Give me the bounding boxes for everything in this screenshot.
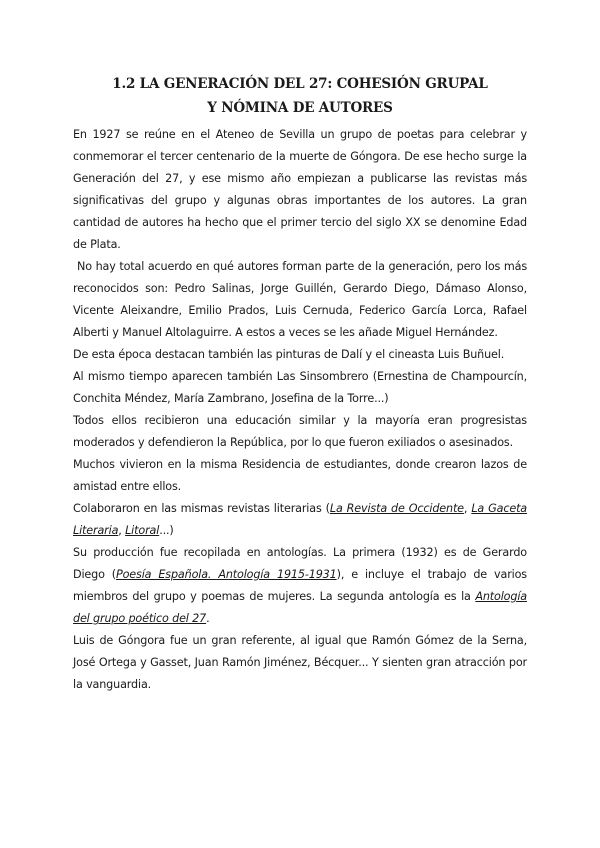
anthologies-text-middle: ), e incluye el trabajo de varios miembros del grupo y poemas de mujeres. La segunda antología es la — [73, 568, 527, 603]
paragraph-anthologies — [73, 542, 527, 630]
link-poesia-espanola[interactable]: Poesía Española. Antología 1915-1931 — [116, 568, 337, 581]
link-revista-occidente[interactable]: La Revista de Occidente — [329, 502, 464, 515]
title-line-2: Y NÓMINA DE AUTORES — [207, 100, 393, 116]
link-antologia-grupo-poetico[interactable]: Antología del grupo poético del 27 — [73, 590, 527, 625]
paragraph-residence: Muchos vivieron en la misma Residencia de estudiantes, donde crearon lazos de amistad entre ellos. — [73, 458, 527, 493]
paragraph-sinsombrero: Al mismo tiempo aparecen también Las Sinsombrero (Ernestina de Champourcín, Conchita Méndez, María Zambrano, Josefina de la Torre...) — [73, 370, 527, 405]
paragraph-education: Todos ellos recibieron una educación similar y la mayoría eran progresistas moderados y defendieron la República, por lo que fueron exiliados o asesinados. — [73, 414, 527, 449]
magazines-text-after: ...) — [159, 524, 174, 537]
anthologies-text-after: . — [206, 612, 210, 625]
link-litoral[interactable]: Litoral — [125, 524, 160, 537]
document-page — [73, 72, 527, 696]
title-line-1: 1.2 LA GENERACIÓN DEL 27: COHESIÓN GRUPAL — [112, 76, 488, 92]
page-title — [73, 72, 527, 120]
paragraph-authors: No hay total acuerdo en qué autores forman parte de la generación, pero los más reconocidos son: Pedro Salinas, Jorge Guillén, Gerardo Diego, Dámaso Alonso, Vicente Aleixandre, Emilio Prados, Luis Cernuda, Federico García Lorca, Rafael Alberti y Manuel Altolaguirre. A estos a veces se les añade Miguel Hernández. — [73, 260, 527, 339]
paragraph-magazines — [73, 498, 527, 542]
paragraph-artists: De esta época destacan también las pinturas de Dalí y el cineasta Luis Buñuel. — [73, 348, 505, 361]
magazines-separator: , — [118, 524, 126, 537]
paragraph-influences: Luis de Góngora fue un gran referente, al igual que Ramón Gómez de la Serna, José Ortega y Gasset, Juan Ramón Jiménez, Bécquer... Y sienten gran atracción por la vanguardia. — [73, 634, 527, 691]
magazines-text-before: Colaboraron en las mismas revistas literarias ( — [73, 502, 330, 515]
magazines-separator: , — [463, 502, 472, 515]
paragraph-intro: En 1927 se reúne en el Ateneo de Sevilla un grupo de poetas para celebrar y conmemorar el tercer centenario de la muerte de Góngora. De ese hecho surge la Generación del 27, y ese mismo año empiezan a publicarse las revistas más significativas del grupo y algunas obras importantes de los autores. La gran cantidad de autores ha hecho que el primer tercio del siglo XX se denomine Edad de Plata. — [73, 128, 527, 251]
anthologies-text-before: Su producción fue recopilada en antologías. La primera (1932) es de Gerardo Diego ( — [73, 546, 527, 581]
link-gaceta-literaria[interactable]: La Gaceta Literaria — [73, 502, 528, 537]
